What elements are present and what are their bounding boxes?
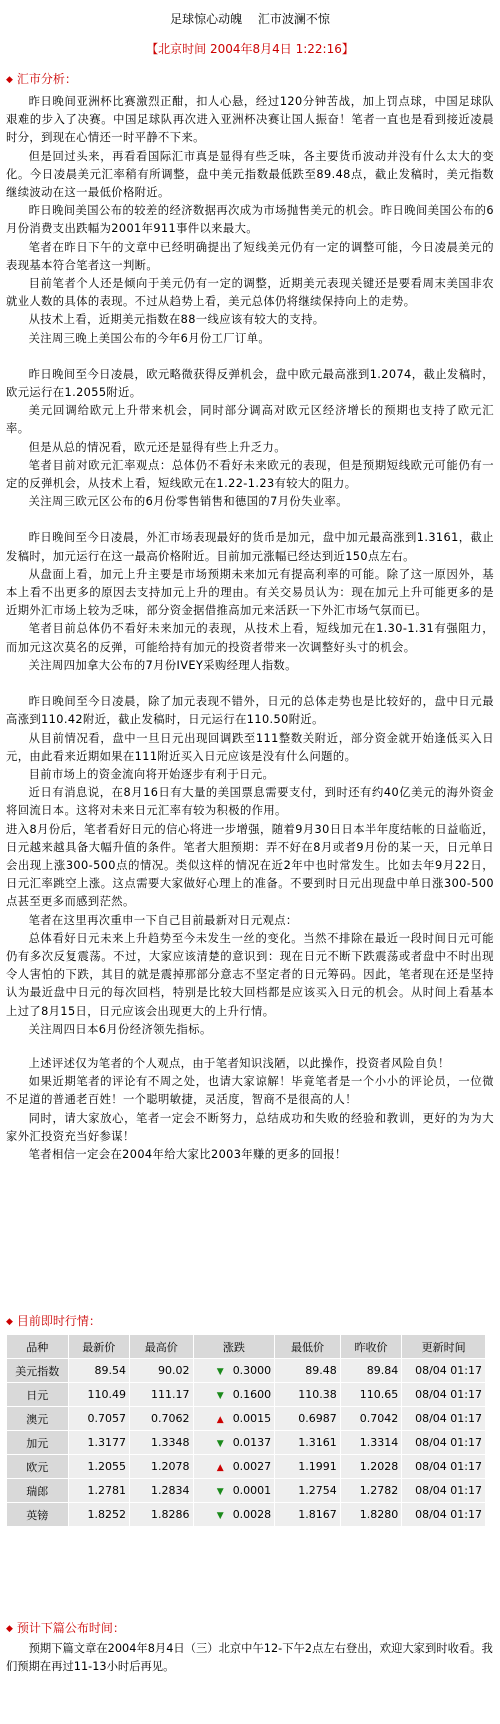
change-value: 0.0137 — [232, 1436, 272, 1449]
cell-name: 加元 — [7, 1431, 69, 1455]
paragraph: 昨日晚间美国公布的较差的经济数据再次成为市场抛售美元的机会。昨日晚间美国公布的6月份消费支出跌幅为2001年911事件以来最大。 — [6, 204, 494, 236]
timestamp: 【北京时间 2004年8月4日 1:22:16】 — [146, 42, 354, 56]
table-row — [7, 1407, 486, 1431]
red-diamond-icon: ◆ — [6, 75, 13, 85]
table-row — [7, 1431, 486, 1455]
cell-last: 110.49 — [68, 1383, 130, 1407]
paragraph: 但是从总的情况看，欧元还是显得有些上升乏力。 — [28, 440, 286, 454]
paragraph: 上述评述仅为笔者的个人观点，由于笔者知识浅陋，以此操作，投资者风险自负！ — [28, 1056, 450, 1070]
cell-last: 1.2055 — [68, 1455, 130, 1479]
cell-name: 澳元 — [7, 1407, 69, 1431]
cell-prev: 1.2028 — [340, 1455, 402, 1479]
paragraph: 关注周四日本6月份经济领先指标。 — [28, 1022, 212, 1036]
paragraph: 总体看好日元未来上升趋势至今未发生一丝的变化。当然不排除在最近一段时间日元可能仍有多次反复震荡。不过，大家应该清楚的意识到：现在日元不断下跌震荡或者盘中不时出现令人害怕的下跌，其目的就是震掉那部分意志不坚定者的日元筹码。因此，笔者现在还是坚持认为最近盘中日元的每次回档，特别是比较大回档都是应该买入日元的机会。从时间上看基本上过了8月15日，日元应该会出现更大的上升行情。 — [6, 931, 494, 1018]
paragraph: 笔者在昨日下午的文章中已经明确提出了短线美元仍有一定的调整可能，今日凌晨美元的表现基本符合笔者这一判断。 — [6, 240, 494, 272]
paragraph: 从盘面上看，加元上升主要是市场预期未来加元有提高利率的可能。除了这一原因外，基本上看不出更多的原因去支持加元上升的理由。有关交易员认为：现在加元上升可能更多的是近期外汇市场上较为乏味，部分资金据借推高加元来活跃一下外汇市场气氛而已。 — [6, 567, 494, 618]
cell-high: 1.2078 — [130, 1455, 194, 1479]
page — [0, 11, 500, 1674]
analysis-heading — [6, 71, 500, 87]
paragraph: 关注周三欧元区公布的6月份零售销售和德国的7月份失业率。 — [28, 495, 348, 509]
cell-prev: 1.3314 — [340, 1431, 402, 1455]
cell-low: 1.8167 — [275, 1503, 341, 1527]
cell-prev: 89.84 — [340, 1359, 402, 1383]
next-text: 预期下篇文章在2004年8月4日（三）北京中午12-下午2点左右登出，欢迎大家到时收看。我们预期在再过11-13小时后再见。 — [6, 1642, 493, 1674]
cell-prev: 0.7042 — [340, 1407, 402, 1431]
red-diamond-icon: ◆ — [6, 1317, 13, 1327]
cell-change — [193, 1431, 275, 1455]
cell-high: 1.3348 — [130, 1431, 194, 1455]
cell-low: 1.1991 — [275, 1455, 341, 1479]
column-header: 最高价 — [130, 1335, 194, 1359]
cell-last: 0.7057 — [68, 1407, 130, 1431]
down-arrow-icon: ▼ — [216, 1367, 224, 1377]
cell-last: 1.8252 — [68, 1503, 130, 1527]
cell-low: 1.2754 — [275, 1479, 341, 1503]
title-left: 足球惊心动魄 — [170, 12, 243, 26]
cell-time: 08/04 01:17 — [402, 1407, 486, 1431]
cell-name: 瑞郎 — [7, 1479, 69, 1503]
cell-change — [193, 1479, 275, 1503]
cell-name: 日元 — [7, 1383, 69, 1407]
cell-time: 08/04 01:17 — [402, 1431, 486, 1455]
cell-change — [193, 1359, 275, 1383]
cell-high: 111.17 — [130, 1383, 194, 1407]
table-row — [7, 1383, 486, 1407]
cell-time: 08/04 01:17 — [402, 1479, 486, 1503]
paragraph: 同时，请大家放心，笔者一定会不断努力，总结成功和失败的经验和教训，更好的为为大家外汇投资充当好参谋！ — [6, 1111, 494, 1143]
cell-last: 1.3177 — [68, 1431, 130, 1455]
table-row — [7, 1479, 486, 1503]
column-header: 最新价 — [68, 1335, 130, 1359]
down-arrow-icon: ▼ — [216, 1391, 224, 1401]
cell-change — [193, 1383, 275, 1407]
quotes-heading — [6, 1313, 101, 1329]
title-right: 汇市波澜不惊 — [257, 12, 330, 26]
next-body — [0, 1640, 500, 1676]
paragraph: 目前市场上的资金流向将开始逐步有利于日元。 — [28, 767, 275, 781]
cell-low: 110.38 — [275, 1383, 341, 1407]
paragraph: 笔者在这里再次重申一下自己目前最新对日元观点： — [28, 913, 298, 927]
page-title — [0, 11, 500, 27]
paragraph: 笔者目前总体仍不看好未来加元的表现，从技术上看，短线加元在1.30-1.31有强阻力，而加元这次莫名的反弹，可能给持有加元的投资者带来一次调整好头寸的机会。 — [6, 622, 494, 654]
cell-name: 美元指数 — [7, 1359, 69, 1383]
cell-time: 08/04 01:17 — [402, 1383, 486, 1407]
paragraph: 但是回过头来，再看看国际汇市真是显得有些乏味，各主要货币波动并没有什么太大的变化。今日凌晨美元汇率稍有所调整，盘中美元指数最低跌至89.48点，截止发稿时，美元指数继续波动在这一最低价格附近。 — [6, 149, 494, 200]
cell-high: 0.7062 — [130, 1407, 194, 1431]
paragraph: 关注周三晚上美国公布的今年6月份工厂订单。 — [28, 331, 271, 345]
paragraph: 如果近期笔者的评论有不周之处，也请大家谅解！毕竟笔者是一个小小的评论员，一位微不足道的普通老百姓！一个聪明敏捷，灵活度，智商不是很高的人！ — [6, 1075, 494, 1107]
cell-low: 0.6987 — [275, 1407, 341, 1431]
cell-time: 08/04 01:17 — [402, 1359, 486, 1383]
cell-name: 欧元 — [7, 1455, 69, 1479]
column-header: 最低价 — [275, 1335, 341, 1359]
paragraph: 从目前情况看，盘中一旦日元出现回调跌至111整数关附近，部分资金就开始逢低买入日元，由此看来近期如果在111附近买入日元应该是没有什么问题的。 — [6, 731, 494, 763]
cell-change — [193, 1455, 275, 1479]
down-arrow-icon: ▼ — [216, 1487, 224, 1497]
down-arrow-icon: ▼ — [216, 1439, 224, 1449]
paragraph: 从技术上看，近期美元指数在88一线应该有较大的支持。 — [28, 313, 325, 327]
up-arrow-icon: ▲ — [216, 1415, 224, 1425]
cell-change — [193, 1503, 275, 1527]
paragraph: 笔者目前对欧元汇率观点：总体仍不看好未来欧元的表现，但是预期短线欧元可能仍有一定的反弹机会，从技术上看，短线欧元在1.22-1.23有较大的阻力。 — [6, 458, 494, 491]
cell-time: 08/04 01:17 — [402, 1455, 486, 1479]
paragraph: 美元回调给欧元上升带来机会，同时部分调高对欧元区经济增长的预期也支持了欧元汇率。 — [6, 404, 494, 436]
quotes-table-body — [7, 1359, 486, 1527]
table-header-row — [7, 1335, 486, 1359]
column-header: 更新时间 — [402, 1335, 486, 1359]
change-value: 0.0001 — [232, 1484, 272, 1497]
paragraph: 关注周四加拿大公布的7月份IVEY采购经理人指数。 — [28, 658, 297, 672]
column-header: 涨跌 — [193, 1335, 275, 1359]
change-value: 0.1600 — [232, 1388, 272, 1401]
table-row — [7, 1455, 486, 1479]
change-value: 0.0015 — [232, 1412, 272, 1425]
paragraph: 昨日晚间至今日凌晨，欧元略微获得反弹机会，盘中欧元最高涨到1.2074，截止发稿时，欧元运行在1.2055附近。 — [6, 367, 494, 400]
cell-last: 1.2781 — [68, 1479, 130, 1503]
paragraph: 昨日晚间至今日凌晨，除了加元表现不错外，日元的总体走势也是比较好的，盘中日元最高涨到110.42附近，截止发稿时，日元运行在110.50附近。 — [6, 695, 494, 727]
up-arrow-icon: ▲ — [216, 1463, 224, 1473]
quotes-heading-label: 目前即时行情： — [16, 1314, 101, 1328]
quotes-table — [6, 1334, 486, 1527]
cell-last: 89.54 — [68, 1359, 130, 1383]
change-value: 0.0028 — [232, 1508, 272, 1521]
paragraph: 昨日晚间亚洲杯比赛激烈正酣，扣人心悬，经过120分钟苦战，加上罚点球，中国足球队艰难的步入了决赛。中国足球队再次进入亚洲杯决赛让国人振奋！笔者一直也是看到接近凌晨时分，到现在心情还一时平静不下来。 — [6, 95, 494, 145]
paragraph: 进入8月份后，笔者看好日元的信心将进一步增强，随着9月30日日本半年度结帐的日益临近，日元越来越具备大幅升值的条件。笔者大胆预期：弄不好在8月或者9月份的某一天，日元单日会出现上涨300-500点的情况。类似这样的情况在近2年中也时常发生。比如去年9月22日，日元汇率跳空上涨。这点需要大家做好心理上的准备。不要到时日元出现盘中单日涨300-500点甚至更多而感到茫然。 — [6, 822, 494, 909]
cell-name: 英镑 — [7, 1503, 69, 1527]
cell-time: 08/04 01:17 — [402, 1503, 486, 1527]
table-row — [7, 1503, 486, 1527]
column-header: 昨收价 — [340, 1335, 402, 1359]
down-arrow-icon: ▼ — [216, 1511, 224, 1521]
cell-high: 1.2834 — [130, 1479, 194, 1503]
cell-prev: 110.65 — [340, 1383, 402, 1407]
analysis-body — [0, 93, 500, 1164]
change-value: 0.0027 — [232, 1460, 272, 1473]
cell-change — [193, 1407, 275, 1431]
next-heading-label: 预计下篇公布时间： — [16, 1621, 125, 1635]
analysis-heading-label: 汇市分析： — [16, 72, 77, 86]
change-value: 0.3000 — [232, 1364, 272, 1377]
cell-low: 1.3161 — [275, 1431, 341, 1455]
cell-high: 1.8286 — [130, 1503, 194, 1527]
cell-low: 89.48 — [275, 1359, 341, 1383]
cell-high: 90.02 — [130, 1359, 194, 1383]
next-heading — [6, 1620, 125, 1636]
cell-prev: 1.8280 — [340, 1503, 402, 1527]
paragraph: 近日有消息说，在8月16日有大量的美国票息需要支付，到时还有约40亿美元的海外资金将回流日本。这将对未来日元汇率有较为积极的作用。 — [6, 786, 494, 818]
paragraph: 目前笔者个人还是倾向于美元仍有一定的调整，近期美元表现关键还是要看周末美国非农就业人数的具体的表现。不过从趋势上看，美元总体仍将继续保持向上的走势。 — [6, 277, 494, 309]
paragraph: 笔者相信一定会在2004年给大家比2003年赚的更多的回报！ — [28, 1147, 347, 1161]
table-row — [7, 1359, 486, 1383]
paragraph: 昨日晚间至今日凌晨，外汇市场表现最好的货币是加元，盘中加元最高涨到1.3161，截止发稿时，加元运行在这一最高价格附近。目前加元涨幅已经达到近150点左右。 — [6, 531, 494, 563]
column-header: 品种 — [7, 1335, 69, 1359]
red-diamond-icon: ◆ — [6, 1624, 13, 1634]
cell-prev: 1.2782 — [340, 1479, 402, 1503]
